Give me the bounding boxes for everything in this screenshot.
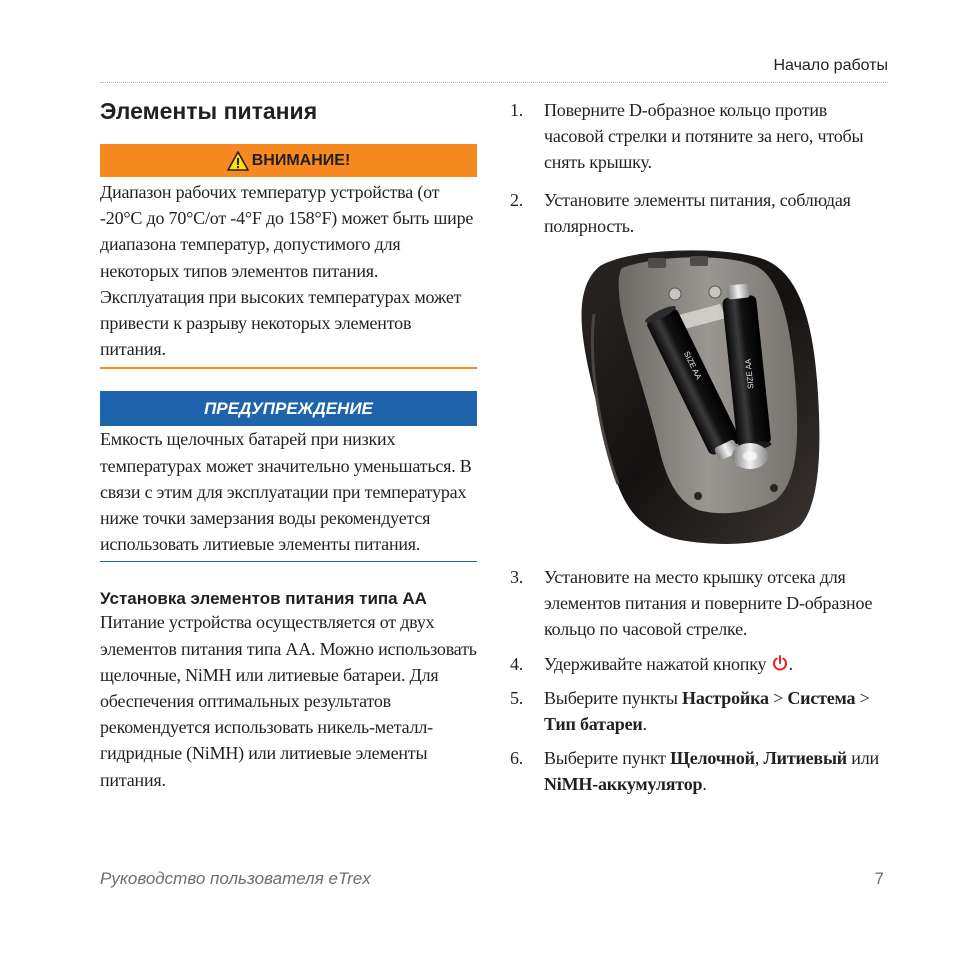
notice-label: ПРЕДУПРЕЖДЕНИЕ — [204, 398, 373, 418]
step-6 — [510, 745, 890, 797]
step-text-pre: Выберите пункт — [544, 748, 671, 769]
screw — [770, 484, 778, 492]
option-separator: , — [754, 748, 764, 769]
compartment-tab — [648, 258, 666, 268]
battery-2-label: SIZE AA — [743, 358, 756, 390]
contact-spring — [709, 286, 721, 298]
step-number: 1. — [510, 100, 524, 120]
option-lithium: Литиевый — [763, 748, 847, 769]
battery-1-label: SIZE AA — [681, 349, 704, 381]
contact-spring — [669, 288, 681, 300]
menu-setup: Настройка — [682, 687, 769, 708]
notice-banner — [100, 391, 477, 426]
running-header: Начало работы — [773, 57, 888, 74]
left-column — [100, 94, 477, 793]
step-text — [544, 651, 890, 677]
step-number: 2. — [510, 189, 524, 210]
caution-divider — [100, 367, 477, 369]
step-text-post: . — [702, 774, 707, 795]
step-2 — [510, 187, 890, 239]
step-number: 4. — [510, 653, 524, 674]
install-text: Питание устройства осуществляется от двух элементов питания типа AA. Можно использовать щелочные, NiMH или литиевые батареи. Для обеспечения оптимальных результатов рекомендуется использовать никель-металл-гидридные (NiMH) или литиевые элементы питания. — [100, 612, 477, 790]
subsection-title: Установка элементов питания типа AA — [100, 589, 427, 609]
step-number: 3. — [510, 567, 524, 588]
step-text — [544, 745, 890, 797]
menu-system: Система — [787, 687, 856, 708]
battery-end-highlight — [743, 451, 757, 461]
step-text — [544, 685, 890, 737]
screw — [694, 492, 702, 500]
caution-banner — [100, 144, 477, 177]
step-1 — [510, 97, 890, 176]
step-text-post: . — [642, 714, 647, 735]
step-text: Поверните D-образное кольцо против часовой стрелки и потяните за него, чтобы снять крышку. — [544, 100, 864, 173]
menu-battery-type: Тип батареи — [544, 714, 643, 735]
device-battery-photo — [570, 244, 824, 549]
warning-icon — [227, 151, 249, 171]
menu-separator: > — [855, 687, 870, 708]
step-5 — [510, 685, 890, 737]
step-text-post: . — [788, 653, 793, 674]
footer-title: Руководство пользователя eTrex — [100, 869, 371, 888]
step-3 — [510, 564, 890, 643]
option-alkaline: Щелочной — [670, 748, 755, 769]
notice-divider — [100, 561, 477, 562]
section-title: Элементы питания — [100, 98, 318, 124]
step-number: 6. — [510, 748, 524, 769]
caution-text: Диапазон рабочих температур устройства (от -20°C до 70°C/от -4°F до 158°F) может быть шире диапазона температур, допустимого для некоторых типов элементов питания. Эксплуатация при высоких температурах может привести к разрыву некоторых элементов питания. — [100, 182, 474, 360]
caution-label: ВНИМАНИЕ! — [251, 151, 351, 169]
option-nimh: NiMH-аккумулятор — [544, 774, 703, 795]
power-icon — [771, 654, 789, 672]
step-text-pre: Выберите пункты — [544, 687, 683, 708]
notice-text: Емкость щелочных батарей при низких температурах может значительно уменьшаться. В связи с этим для эксплуатации при температурах ниже точки замерзания воды рекомендуется использовать литиевые элементы питания. — [100, 429, 472, 555]
step-text: Установите на место крышку отсека для элементов питания и поверните D-образное кольцо по часовой стрелке. — [544, 567, 873, 640]
header-rule — [100, 82, 888, 83]
page-number: 7 — [874, 869, 884, 888]
menu-separator: > — [768, 687, 788, 708]
compartment-tab — [690, 256, 708, 266]
option-separator: или — [846, 748, 879, 769]
step-number: 5. — [510, 687, 524, 708]
step-text: Установите элементы питания, соблюдая полярность. — [544, 189, 851, 236]
step-4 — [510, 651, 890, 677]
step-text-pre: Удерживайте нажатой кнопку — [544, 653, 771, 674]
